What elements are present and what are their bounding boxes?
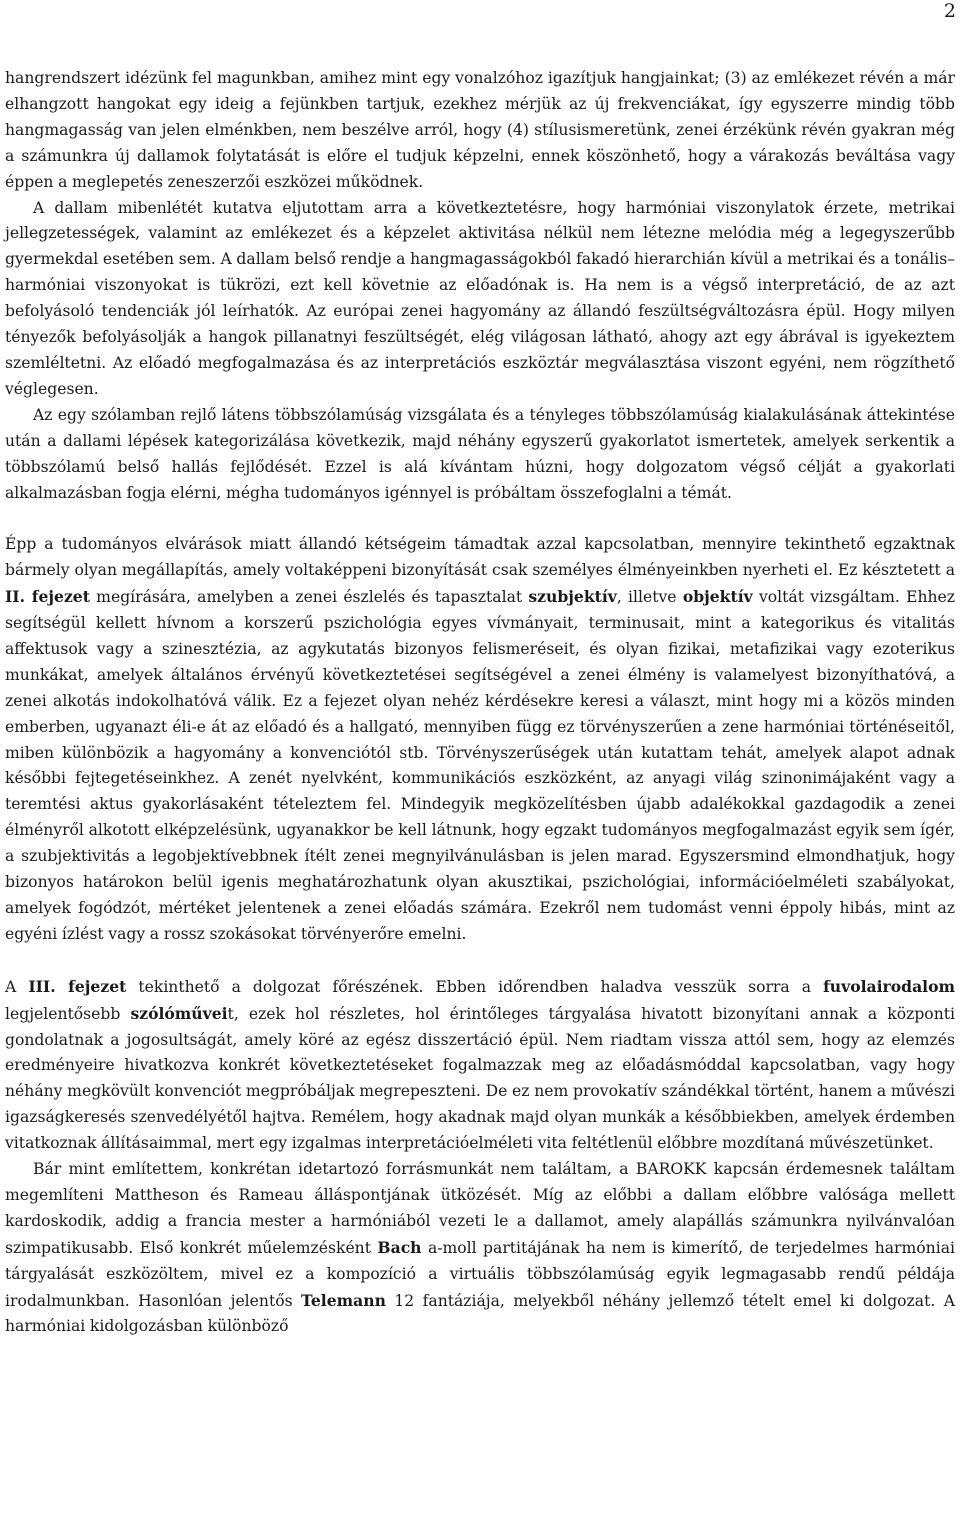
bold-term: Telemann <box>301 1290 386 1310</box>
text-run: tekinthető a dolgozat főrészének. Ebben időrendben haladva vesszük sorra a <box>126 977 824 996</box>
bold-term: szólóművei <box>130 1003 228 1023</box>
paragraph-1 <box>5 66 955 196</box>
bold-term: objektív <box>682 587 753 607</box>
text-run: A dallam mibenlétét kutatva eljutottam arra a következtetésre, hogy harmóniai viszonylatok érzete, metrikai jellegzetességek, valamint az emlékezet és a képzelet aktivitása nélkül nem létezne melódia még a legegyszerűbb gyermekdal esetében sem. A dallam belső rendje a hangmagasságokból fakadó hierarchián kívül a metrikai és a tonális–harmóniai viszonyokat is tükrözi, ezt kell követnie az előadónak is. Ha nem is a végső interpretáció, de az azt befolyásoló tendenciák jól leírhatók. Az európai zenei hagyomány az állandó feszültségváltozásra épül. Hogy milyen tényezők befolyásolják a hangok pillanatnyi feszültségét, elég világosan látható, ahogy azt egy ábrával is igyekeztem szemléltetni. Az előadó megfogalmazása és az interpretációs eszköztár megválasztása viszont egyéni, nem rögzíthető véglegesen. <box>5 198 955 398</box>
bold-term: fuvolairodalom <box>823 976 956 996</box>
bold-term: szubjektív <box>528 587 617 607</box>
paragraph-5 <box>5 974 955 1157</box>
text-run: 12 fantáziája, melyekből néhány jellemző tételt emel ki dolgozat. A harmóniai kidolgozásban különböző <box>5 1291 955 1336</box>
bold-term: II. fejezet <box>5 587 90 607</box>
document-body <box>5 66 955 1340</box>
paragraph-4 <box>5 532 955 948</box>
bold-term: Bach <box>377 1237 422 1257</box>
text-run: t, ezek hol részletes, hol érintőleges tárgyalása hivatott bizonyítani annak a központi gondolatnak a jogosultságát, amely köré az egész disszertáció épül. Nem riadtam vissza attól sem, hogy az elemzés eredményeire hivatkozva konkrét következtetéseket fogalmazzak meg az előadásmóddal kapcsolatban, vagy hogy néhány megkövült konvenciót megpróbáljak megrepeszteni. De ez nem provokatív szándékkal történt, hanem a művészi igazságkeresés szenvedélyétől hajtva. Remélem, hogy akadnak majd olyan munkák a későbbiekben, amelyek érdemben vitatkoznak állításaimmal, mert egy izgalmas interpretációelméleti vita feltétlenül előbbre mozdítaná művészetünket. <box>5 1004 955 1153</box>
text-run: , illetve <box>616 588 683 607</box>
paragraph-2 <box>5 196 955 403</box>
text-run: Épp a tudományos elvárások miatt állandó kétségeim támadtak azzal kapcsolatban, mennyire tekinthető egzaktnak bármely olyan megállapítás, amely voltaképpeni bizonyítását csak személyes élményeinkben nyerheti el. Ez késztetett a <box>5 535 955 580</box>
text-run: legjelentősebb <box>5 1004 131 1023</box>
text-run: Az egy szólamban rejlő látens többszólamúság vizsgálata és a tényleges többszólamúság kialakulásának áttekintése után a dallami lépések kategorizálása következik, majd néhány egyszerű gyakorlatot ismertetek, amelyek serkentik a többszólamú belső hallás fejlődését. Ezzel is alá kívántam húzni, hogy dolgozatom végső célját a gyakorlati alkalmazásban fogja elérni, mégha tudományos igénnyel is próbáltam összefoglalni a témát. <box>5 405 955 502</box>
page-number: 2 <box>943 0 956 22</box>
text-run: Bár mint említettem, konkrétan idetartozó forrásmunkát nem találtam, a BAROKK kapcsán érdemesnek találtam megemlíteni Mattheson és Rameau álláspontjának ütközését. Míg az előbbi a dallam előbbre valósága mellett kardoskodik, addig a francia mester a harmóniából vezeti le a dallamot, amely alapállás számunkra nyilvánvalóan szimpatikusabb. Első konkrét műelemzésként <box>5 1160 955 1257</box>
paragraph-6 <box>5 1157 955 1340</box>
paragraph-3 <box>5 403 955 507</box>
text-run: voltát vizsgáltam. Ehhez segítségül kellett hívnom a korszerű pszichológia egyes vívmányait, terminusait, mint a kategorikus és vitalitás affektusok vagy a szinesztézia, az agykutatás bizonyos felismeréseit, és olyan fizikai, metafizikai vagy ezoterikus munkákat, amelyek általános érvényű következtetései segítségével a zenei élmény is valamelyest bizonyíthatóvá, a zenei alkotás indokolhatóvá válik. Ez a fejezet olyan nehéz kérdésekre keresi a választ, mint hogy mi a közös minden emberben, ugyanazt éli-e át az előadó és a hallgató, mennyiben függ ez törvényszerűen a zene harmóniai történéseitől, miben különbözik a hagyomány a konvenciótól stb. Törvényszerűségek után kutattam tehát, amelyek alapot adnak későbbi fejtegetéseinkhez. A zenét nyelvként, kommunikációs eszközként, az anyagi világ szinonimájaként vagy a teremtési aktus gyakorlásaként tételeztem fel. Mindegyik megközelítésben újabb adalékokkal gazdagodik a zenei élményről alkotott elképzelésünk, ugyanakkor be kell látnunk, hogy egzakt tudományos megfogalmazást egyik sem ígér, a szubjektivitás a legobjektívebbnek ítélt zenei megnyilvánulásban is jelen marad. Egyszersmind elmondhatjuk, hogy bizonyos határokon belül igenis meghatározhatunk olyan akusztikai, pszichológiai, információelméleti szabályokat, amelyek fogódzót, mértéket jelentenek a zenei előadás számára. Ezekről nem tudomást venni éppoly hibás, mint az egyéni ízlést vagy a rossz szokásokat törvényerőre emelni. <box>5 588 955 943</box>
bold-term: III. fejezet <box>28 976 127 996</box>
text-run: megírására, amelyben a zenei észlelés és tapasztalat <box>89 588 529 607</box>
text-run: a-moll partitájának ha nem is kimerítő, de terjedelmes harmóniai tárgyalását eszközöltem, mivel ez a kompozíció a virtuális többszólamúság egyik legmagasabb rendű példája irodalmunkban. Hasonlóan jelentős <box>5 1238 955 1310</box>
text-run: A <box>5 977 29 996</box>
text-run: hangrendszert idézünk fel magunkban, amihez mint egy vonalzóhoz igazítjuk hangjainkat; (3) az emlékezet révén a már elhangzott hangokat egy ideig a fejünkben tartjuk, ezekhez mérjük az új frekvenciákat, így egyszerre mindig több hangmagasság van jelen elménkben, nem beszélve arról, hogy (4) stílusismeretünk, zenei érzékünk révén gyakran még a számunkra új dallamok folytatását is előre el tudjuk képzelni, ennek köszönhető, hogy a várakozás beváltása vagy éppen a meglepetés zeneszerzői eszközei működnek. <box>5 69 955 191</box>
